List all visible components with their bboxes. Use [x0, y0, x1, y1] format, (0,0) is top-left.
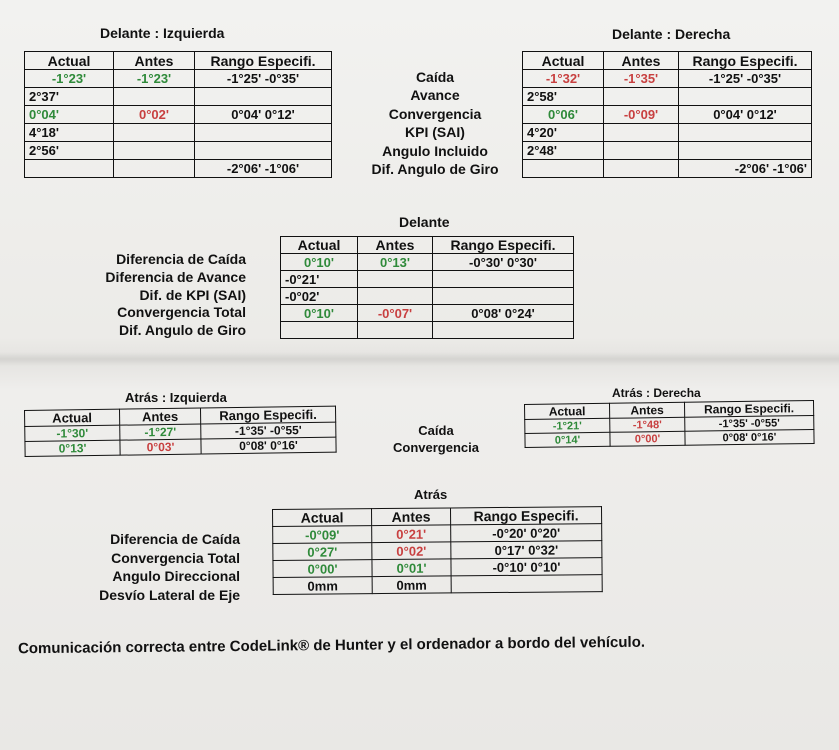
- table-cell: -1°48': [610, 417, 685, 432]
- label-dif-angulo-giro: Dif. Angulo de Giro: [118, 322, 246, 339]
- table-cell: [114, 124, 195, 142]
- table-cell: -0°09': [604, 106, 679, 124]
- table-cell: [433, 271, 574, 288]
- table-cell: -1°35' -0°55': [685, 415, 814, 431]
- table-cell: 0°17' 0°32': [451, 541, 602, 559]
- table-cell: -1°32': [523, 70, 604, 88]
- label-convergencia: Convergencia: [388, 105, 482, 122]
- table-cell: -0°21': [281, 271, 358, 288]
- front-right-title: Delante : Derecha: [612, 26, 731, 42]
- table-cell: -1°27': [120, 424, 201, 440]
- table-cell: 2°37': [25, 88, 114, 106]
- table-cell: [281, 322, 358, 339]
- table-cell: [679, 142, 812, 160]
- table-cell: -0°07': [358, 305, 433, 322]
- col-header-rango: Rango Especifi.: [679, 52, 812, 70]
- table-cell: -1°30': [25, 425, 120, 441]
- table-cell: [195, 88, 332, 106]
- label-avance: Avance: [410, 87, 460, 104]
- col-header-rango: Rango Especifi.: [433, 237, 574, 254]
- table-cell: 0°08' 0°24': [433, 305, 574, 322]
- table-cell: -2°06' -1°06': [679, 160, 812, 178]
- front-right-table: [522, 51, 812, 178]
- front-diff-table: [280, 236, 574, 339]
- table-cell: [25, 160, 114, 178]
- paper-fold: [0, 352, 839, 366]
- table-cell: -0°09': [273, 526, 372, 544]
- col-header-antes: Antes: [372, 508, 451, 526]
- table-cell: [114, 88, 195, 106]
- table-cell: [358, 271, 433, 288]
- col-header-rango: Rango Especifi.: [195, 52, 332, 70]
- col-header-rango: Rango Especifi.: [684, 400, 813, 417]
- table-cell: -1°23': [114, 70, 195, 88]
- front-measure-labels: [352, 68, 518, 178]
- front-left-title: Delante : Izquierda: [100, 25, 225, 41]
- table-cell: 0°04': [25, 106, 114, 124]
- table-cell: 0°06': [523, 106, 604, 124]
- table-cell: 0°21': [372, 525, 451, 543]
- label-diferencia-caida: Diferencia de Caída: [110, 531, 240, 547]
- front-left-table: [24, 51, 332, 178]
- table-cell: 0°03': [120, 439, 201, 455]
- col-header-actual: Actual: [281, 237, 358, 254]
- rear-diff-labels: [44, 530, 240, 604]
- table-cell: 0°08' 0°16': [201, 437, 336, 454]
- table-cell: [358, 288, 433, 305]
- table-cell: 0°01': [372, 559, 451, 577]
- table-cell: -0°10' 0°10': [451, 558, 602, 576]
- label-kpi: KPI (SAI): [405, 124, 465, 141]
- label-convergencia-total: Convergencia Total: [111, 549, 240, 566]
- label-diferencia-avance: Diferencia de Avance: [105, 268, 246, 285]
- table-cell: [604, 142, 679, 160]
- table-cell: [679, 88, 812, 106]
- col-header-antes: Antes: [604, 52, 679, 70]
- table-cell: -1°25' -0°35': [679, 70, 812, 88]
- label-convergencia-total: Convergencia Total: [117, 304, 246, 321]
- col-header-antes: Antes: [609, 402, 684, 418]
- table-cell: [433, 322, 574, 339]
- col-header-actual: Actual: [25, 409, 120, 426]
- table-cell: [604, 160, 679, 178]
- rear-diff-table: [272, 506, 603, 595]
- table-cell: 0°27': [273, 543, 372, 561]
- table-cell: 0mm: [372, 576, 451, 594]
- table-cell: 0°10': [281, 254, 358, 271]
- table-cell: -1°23': [25, 70, 114, 88]
- table-cell: 0°04' 0°12': [195, 106, 332, 124]
- table-cell: 4°20': [523, 124, 604, 142]
- table-cell: 0°00': [273, 560, 372, 578]
- table-cell: 0°08' 0°16': [685, 429, 814, 445]
- table-cell: 2°58': [523, 88, 604, 106]
- col-header-antes: Antes: [114, 52, 195, 70]
- table-cell: -0°20' 0°20': [451, 524, 602, 542]
- table-cell: [604, 88, 679, 106]
- col-header-actual: Actual: [523, 52, 604, 70]
- table-cell: 0mm: [273, 577, 372, 595]
- table-cell: 0°00': [610, 431, 685, 446]
- label-dif-kpi: Dif. de KPI (SAI): [139, 286, 246, 303]
- table-cell: -0°02': [281, 288, 358, 305]
- label-angulo-incluido: Angulo Incluido: [382, 142, 488, 159]
- col-header-rango: Rango Especifi.: [200, 406, 335, 424]
- rear-left-table: [24, 406, 337, 457]
- table-cell: [195, 124, 332, 142]
- label-convergencia: Convergencia: [393, 440, 479, 455]
- table-cell: [195, 142, 332, 160]
- table-cell: 0°10': [281, 305, 358, 322]
- table-cell: 2°48': [523, 142, 604, 160]
- table-cell: 2°56': [25, 142, 114, 160]
- table-cell: [358, 322, 433, 339]
- table-cell: -1°21': [525, 418, 610, 433]
- col-header-actual: Actual: [25, 52, 114, 70]
- rear-left-title: Atrás : Izquierda: [125, 390, 227, 405]
- table-cell: [604, 124, 679, 142]
- label-desvio-lateral-eje: Desvío Lateral de Eje: [99, 586, 240, 603]
- table-cell: -1°25' -0°35': [195, 70, 332, 88]
- label-dif-angulo-giro: Dif. Angulo de Giro: [371, 161, 499, 178]
- label-diferencia-caida: Diferencia de Caída: [116, 251, 246, 267]
- table-cell: [114, 160, 195, 178]
- footer-message: Comunicación correcta entre CodeLink® de Hunter y el ordenador a bordo del vehículo.: [17, 633, 646, 658]
- col-header-actual: Actual: [525, 403, 610, 419]
- rear-measure-labels: [378, 422, 494, 456]
- label-caida: Caída: [418, 423, 454, 438]
- table-cell: -1°35' -0°55': [201, 422, 336, 439]
- col-header-actual: Actual: [273, 509, 372, 527]
- table-cell: [523, 160, 604, 178]
- rear-right-table: [524, 400, 815, 448]
- col-header-antes: Antes: [119, 408, 200, 425]
- table-cell: [114, 142, 195, 160]
- table-cell: 0°13': [25, 440, 120, 456]
- table-cell: -1°35': [604, 70, 679, 88]
- table-cell: 0°14': [525, 432, 610, 447]
- table-cell: -2°06' -1°06': [195, 160, 332, 178]
- rear-right-title: Atrás : Derecha: [612, 386, 701, 400]
- table-cell: 0°04' 0°12': [679, 106, 812, 124]
- table-cell: [679, 124, 812, 142]
- label-angulo-direccional: Angulo Direccional: [112, 568, 240, 584]
- rear-diff-title: Atrás: [414, 487, 448, 502]
- front-diff-labels: [60, 251, 246, 340]
- label-caida: Caída: [415, 69, 455, 85]
- table-cell: 0°02': [372, 542, 451, 560]
- table-cell: [451, 575, 602, 593]
- col-header-antes: Antes: [358, 237, 433, 254]
- table-cell: 4°18': [25, 124, 114, 142]
- table-cell: [433, 288, 574, 305]
- table-cell: 0°02': [114, 106, 195, 124]
- table-cell: -0°30' 0°30': [433, 254, 574, 271]
- front-diff-title: Delante: [399, 214, 450, 230]
- col-header-rango: Rango Especifi.: [450, 507, 601, 525]
- table-cell: 0°13': [358, 254, 433, 271]
